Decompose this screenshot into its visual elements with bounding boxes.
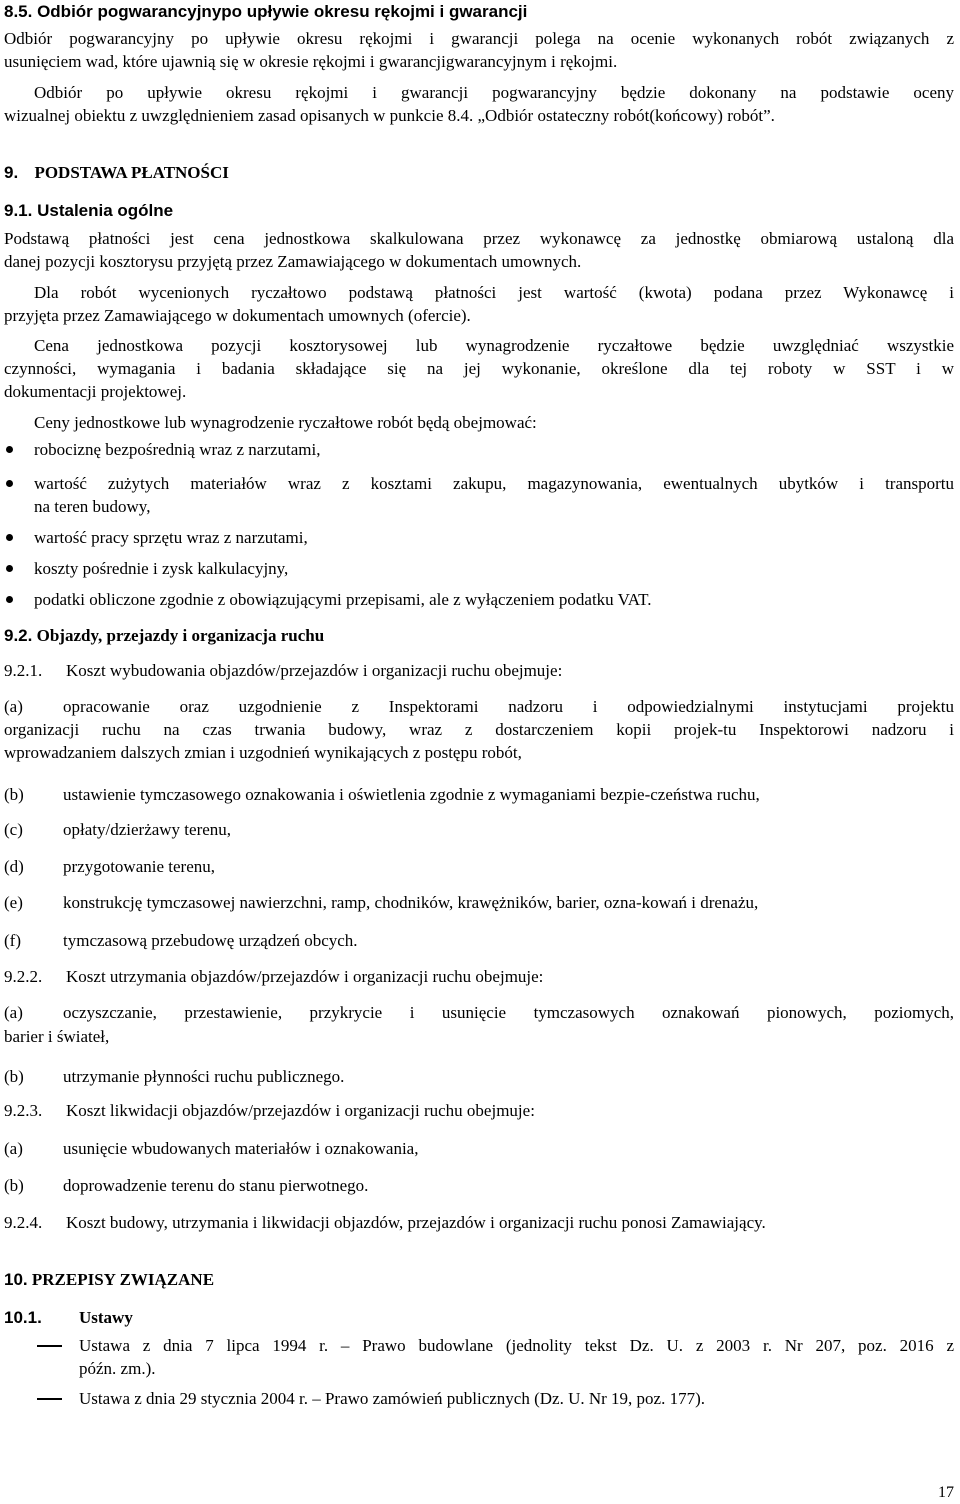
section-9-1-heading xyxy=(4,199,173,222)
s921-a-label: (a) xyxy=(4,697,23,716)
section-10-number: 10. xyxy=(4,1270,28,1289)
section-10-1-number: 10.1. xyxy=(4,1308,42,1327)
s923-b-label: (b) xyxy=(4,1176,24,1195)
s923-a-text: usunięcie wbudowanych materiałów i oznakowania, xyxy=(63,1139,419,1158)
section-9-2-title: Objazdy, przejazdy i organizacja ruchu xyxy=(36,626,325,645)
section-9-1-number: 9.1. xyxy=(4,201,33,220)
s923-number: 9.2.3. xyxy=(4,1101,43,1120)
bullet-icon xyxy=(6,446,13,453)
s85-p1-line1: Odbiór pogwarancyjny po upływie okresu rękojmi i gwarancji polega na ocenie wykonanych robót związanych z xyxy=(4,29,954,48)
s923-a-label: (a) xyxy=(4,1139,23,1158)
s91-bullet-2-line2: na teren budowy, xyxy=(34,497,151,516)
s91-p3-line1: Cena jednostkowa pozycji kosztorysowej lub wynagrodzenie ryczałtowe będzie uwzględniać wszystkie xyxy=(34,336,954,355)
law-2: Ustawa z dnia 29 stycznia 2004 r. – Prawo zamówień publicznych (Dz. U. Nr 19, poz. 177). xyxy=(79,1389,706,1408)
law-1-line1: Ustawa z dnia 7 lipca 1994 r. – Prawo budowlane (jednolity tekst Dz. U. z 2003 r. Nr 207, poz. 2016 z xyxy=(79,1336,954,1355)
s85-p2-line1: Odbiór po upływie okresu rękojmi i gwarancji pogwarancyjny będzie dokonany na podstawie oceny xyxy=(34,83,954,102)
s91-bullet-4: koszty pośrednie i zysk kalkulacyjny, xyxy=(34,559,289,578)
s91-bullet-5: podatki obliczone zgodnie z obowiązującymi przepisami, ale z wyłączeniem podatku VAT. xyxy=(34,590,652,609)
s91-bullet-2-line1: wartość zużytych materiałów wraz z kosztami zakupu, magazynowania, ewentualnych ubytków i transportu xyxy=(34,474,954,493)
s91-p1-line1: Podstawą płatności jest cena jednostkowa skalkulowana przez wykonawcę za jednostkę obmiarową ustaloną dla xyxy=(4,229,954,248)
s921-b-label: (b) xyxy=(4,785,24,804)
s921-a-line1: opracowanie oraz uzgodnienie z Inspektorami nadzoru i odpowiedzialnymi instytucjami projektu xyxy=(63,697,954,716)
bullet-icon xyxy=(6,565,13,572)
section-9-heading xyxy=(4,161,229,184)
s921-c-text: opłaty/dzierżawy terenu, xyxy=(63,820,232,839)
s91-bullet-1: robociznę bezpośrednią wraz z narzutami, xyxy=(34,440,321,459)
bullet-icon xyxy=(6,534,13,541)
s921-text: Koszt wybudowania objazdów/przejazdów i organizacji ruchu obejmuje: xyxy=(66,661,563,680)
s85-p1-line2: usunięciem wad, które ujawnią się w okresie rękojmi i gwarancjigwarancyjnym i rękojmi. xyxy=(4,52,618,71)
s921-c-label: (c) xyxy=(4,820,23,839)
s921-d-text: przygotowanie terenu, xyxy=(63,857,215,876)
s922-a-line1: oczyszczanie, przestawienie, przykrycie i usunięcie tymczasowych oznakowań pionowych, poziomych, xyxy=(63,1003,954,1022)
section-9-number: 9. xyxy=(4,163,19,182)
s921-e-text: konstrukcję tymczasowej nawierzchni, ramp, chodników, krawężników, barier, ozna-kowań i drenażu, xyxy=(63,893,759,912)
s91-p3-line2: czynności, wymagania i badania składające się na jej wykonanie, określone dla tej roboty w SST i w xyxy=(4,359,954,378)
s922-a-label: (a) xyxy=(4,1003,23,1022)
section-10-title: PRZEPISY ZWIĄZANE xyxy=(31,1270,215,1289)
section-8-5-heading: 8.5. Odbiór pogwarancyjnypo upływie okresu rękojmi i gwarancji xyxy=(4,2,528,21)
s921-f-label: (f) xyxy=(4,931,21,950)
s921-f-text: tymczasową przebudowę urządzeń obcych. xyxy=(63,931,358,950)
dash-icon xyxy=(37,1345,62,1347)
s91-p2-line2: przyjęta przez Zamawiającego w dokumentach umownych (ofercie). xyxy=(4,306,471,325)
s923-text: Koszt likwidacji objazdów/przejazdów i organizacji ruchu obejmuje: xyxy=(66,1101,535,1120)
s91-p1-line2: danej pozycji kosztorysu przyjętą przez Zamawiającego w dokumentach umownych. xyxy=(4,252,582,271)
s91-p2-line1: Dla robót wycenionych ryczałtowo podstawą płatności jest wartość (kwota) podana przez Wykonawcę i xyxy=(34,283,954,302)
section-10-heading xyxy=(4,1268,214,1291)
s921-d-label: (d) xyxy=(4,857,24,876)
s921-a-line2: organizacji ruchu na czas trwania budowy, wraz z dostarczeniem kopii projek-tu Inspektorowi nadzoru i xyxy=(4,720,954,739)
section-9-title: PODSTAWA PŁATNOŚCI xyxy=(34,163,229,182)
section-9-2-number: 9.2. xyxy=(4,626,33,645)
s924-number: 9.2.4. xyxy=(4,1213,43,1232)
s922-a-line2: barier i świateł, xyxy=(4,1027,110,1046)
section-9-2-heading xyxy=(4,624,324,647)
s921-e-label: (e) xyxy=(4,893,23,912)
s921-number: 9.2.1. xyxy=(4,661,43,680)
s921-b-text: ustawienie tymczasowego oznakowania i oświetlenia zgodnie z wymaganiami bezpie-czeństwa ruchu, xyxy=(63,785,760,804)
s922-text: Koszt utrzymania objazdów/przejazdów i organizacji ruchu obejmuje: xyxy=(66,967,544,986)
s921-a-line3: wprowadzaniem dalszych zmian i uzgodnień wynikających z postępu robót, xyxy=(4,743,522,762)
s922-b-text: utrzymanie płynności ruchu publicznego. xyxy=(63,1067,345,1086)
s922-b-label: (b) xyxy=(4,1067,24,1086)
s922-number: 9.2.2. xyxy=(4,967,43,986)
law-1-line2: późn. zm.). xyxy=(79,1359,156,1378)
s91-p3-line3: dokumentacji projektowej. xyxy=(4,382,187,401)
dash-icon xyxy=(37,1398,62,1400)
s924-text: Koszt budowy, utrzymania i likwidacji objazdów, przejazdów i organizacji ruchu ponosi Zamawiający. xyxy=(66,1213,766,1232)
s85-p2-line2: wizualnej obiektu z uwzględnieniem zasad opisanych w punkcie 8.4. „Odbiór ostateczny robót(końcowy) robót”. xyxy=(4,106,775,125)
s91-bullet-3: wartość pracy sprzętu wraz z narzutami, xyxy=(34,528,308,547)
s923-b-text: doprowadzenie terenu do stanu pierwotnego. xyxy=(63,1176,369,1195)
section-9-1-title: Ustalenia ogólne xyxy=(37,201,174,220)
bullet-icon xyxy=(6,480,13,487)
bullet-icon xyxy=(6,596,13,603)
s91-p4: Ceny jednostkowe lub wynagrodzenie ryczałtowe robót będą obejmować: xyxy=(34,413,537,432)
section-10-1-title: Ustawy xyxy=(79,1308,133,1327)
page-number: 17 xyxy=(938,1484,954,1501)
